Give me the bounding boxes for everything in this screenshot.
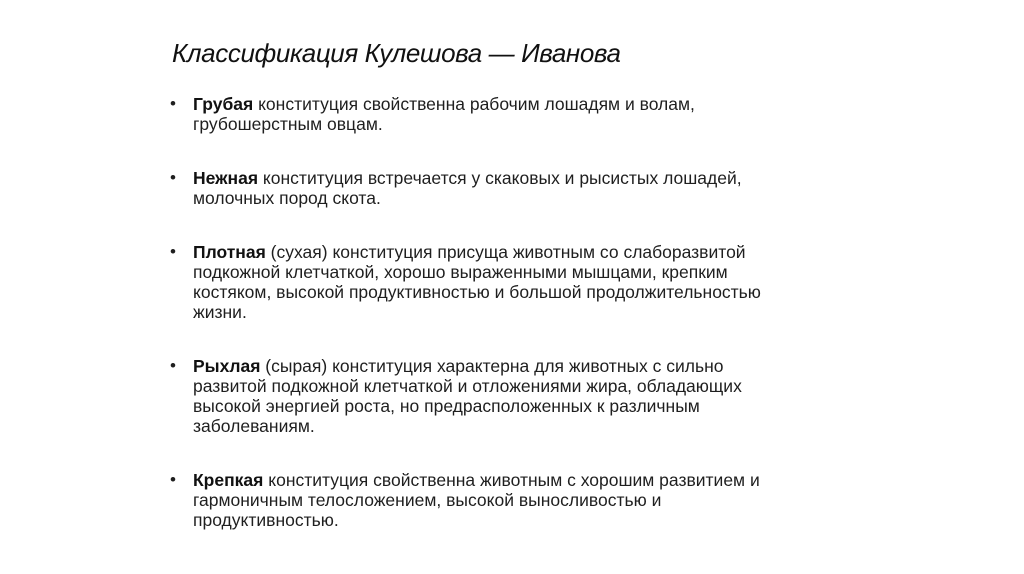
bullet-icon: • bbox=[170, 356, 176, 375]
item-text: конституция свойственна животным с хорошим развитием и bbox=[263, 470, 760, 490]
slide-title: Классификация Кулешова — Иванова bbox=[172, 38, 621, 68]
item-term: Нежная bbox=[193, 168, 259, 188]
list-item bbox=[168, 94, 868, 134]
list-item bbox=[168, 168, 868, 208]
item-line bbox=[193, 242, 868, 262]
item-text: конституция встречается у скаковых и рысистых лошадей, bbox=[258, 168, 742, 188]
item-line: грубошерстным овцам. bbox=[193, 114, 383, 134]
item-line: высокой энергией роста, но предрасположенных к различным bbox=[193, 396, 700, 416]
item-line: развитой подкожной клетчаткой и отложениями жира, обладающих bbox=[193, 376, 742, 396]
item-term: Крепкая bbox=[193, 470, 264, 490]
bullet-list bbox=[168, 94, 868, 530]
item-line: гармоничным телосложением, высокой выносливостью и bbox=[193, 490, 662, 510]
item-line: жизни. bbox=[193, 302, 247, 322]
item-line bbox=[193, 356, 868, 376]
bullet-icon: • bbox=[170, 94, 176, 113]
bullet-icon: • bbox=[170, 168, 176, 187]
item-line bbox=[193, 470, 868, 490]
item-text: (сырая) конституция характерна для животных с сильно bbox=[260, 356, 724, 376]
item-line: подкожной клетчаткой, хорошо выраженными мышцами, крепким bbox=[193, 262, 728, 282]
item-line bbox=[193, 168, 868, 188]
item-text: (сухая) конституция присуща животным со слаборазвитой bbox=[265, 242, 746, 262]
item-term: Плотная bbox=[193, 242, 266, 262]
bullet-icon: • bbox=[170, 470, 176, 489]
item-text: конституция свойственна рабочим лошадям и волам, bbox=[253, 94, 695, 114]
item-line bbox=[193, 94, 868, 114]
item-line: костяком, высокой продуктивностью и большой продолжительностью bbox=[193, 282, 761, 302]
item-line: молочных пород скота. bbox=[193, 188, 381, 208]
item-line: заболеваниям. bbox=[193, 416, 315, 436]
list-item bbox=[168, 470, 868, 530]
list-item bbox=[168, 242, 868, 322]
item-term: Рыхлая bbox=[193, 356, 261, 376]
item-term: Грубая bbox=[193, 94, 254, 114]
item-line: продуктивностью. bbox=[193, 510, 339, 530]
list-item bbox=[168, 356, 868, 436]
bullet-icon: • bbox=[170, 242, 176, 261]
